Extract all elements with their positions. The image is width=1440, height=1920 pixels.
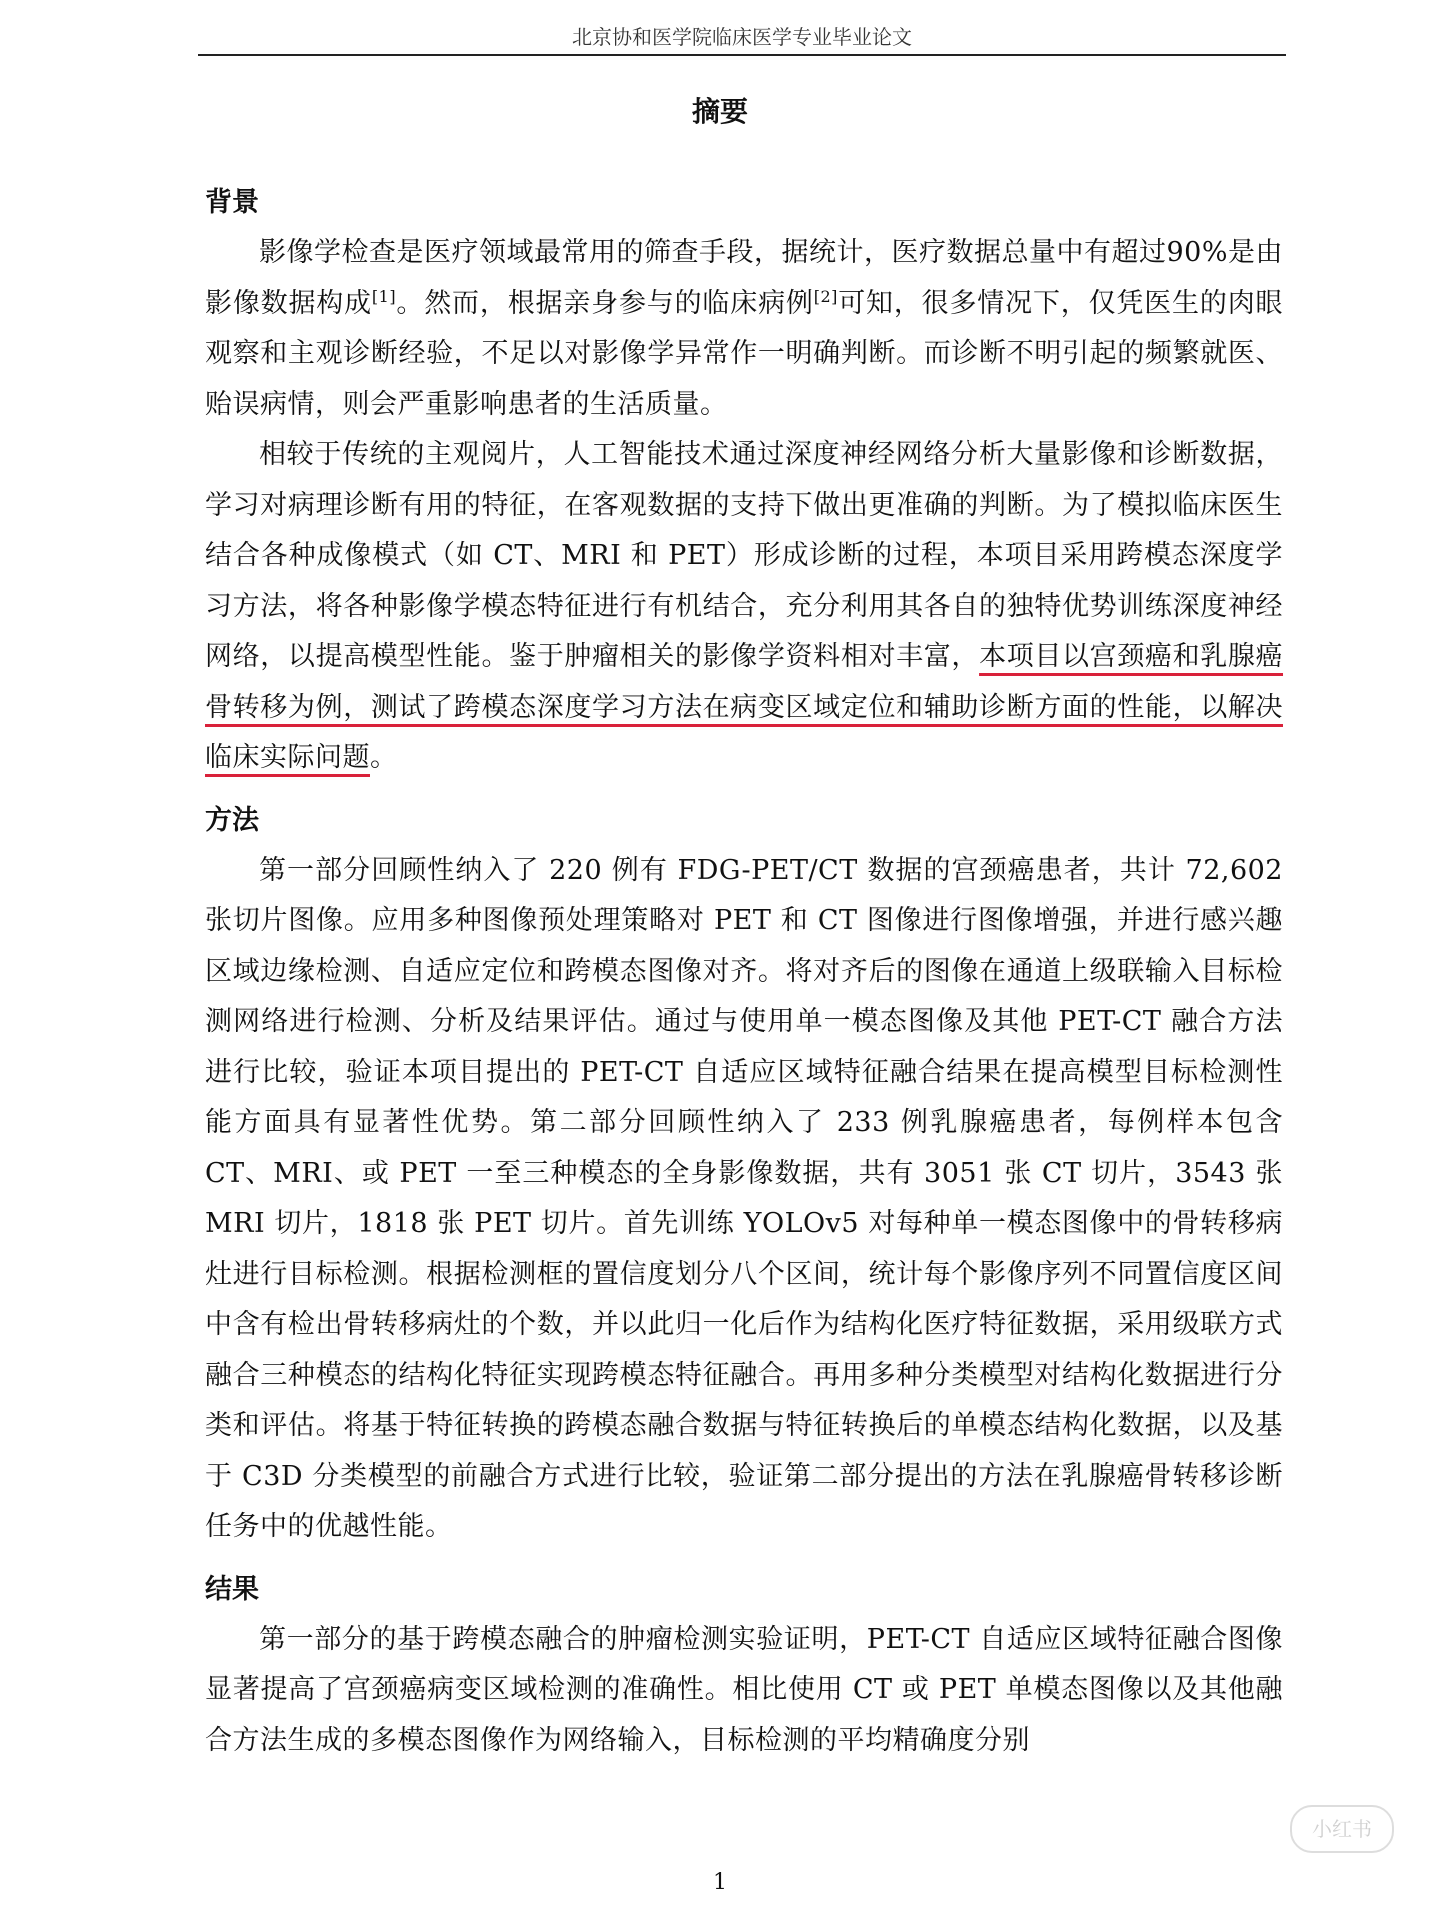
results-heading: 结果 bbox=[205, 1573, 259, 1605]
xiaohongshu-watermark: 小红书 bbox=[1290, 1805, 1394, 1853]
page-number: 1 bbox=[713, 1870, 727, 1895]
red-underlined-sentence: 本项目以宫颈癌和乳腺癌骨转移为例，测试了跨模态深度学习方法在病变区域定位和辅助诊断方面的性能，以解决临床实际问题 bbox=[205, 641, 1284, 773]
citation-2[interactable]: [2] bbox=[813, 286, 838, 306]
running-header bbox=[198, 0, 1286, 56]
running-title: 北京协和医学院临床医学专业毕业论文 bbox=[572, 25, 912, 49]
background-paragraph-1 bbox=[205, 228, 1283, 430]
background-heading: 背景 bbox=[205, 187, 259, 218]
text-run: 。 bbox=[370, 742, 398, 773]
citation-1[interactable]: [1] bbox=[371, 286, 397, 306]
text-run: 。然而，根据亲身参与的临床病例 bbox=[396, 287, 814, 319]
text-run: 相较于传统的主观阅片，人工智能技术通过深度神经网络分析大量影像和诊断数据，学习对病理诊断有用的特征，在客观数据的支持下做出更准确的判断。为了模拟临床医生结合各种成像模式（如 CT、MRI 和 PET）形成诊断的过程，本项目采用跨模态深度学习方法，将各种影像学模态特征进行有机结合，充分利用其各自的独特优势训练深度神经网络，以提高模型性能。鉴于肿瘤相关的影像学资料相对丰富， bbox=[205, 439, 1283, 672]
abstract-body bbox=[205, 178, 1283, 1766]
methods-paragraph-1: 第一部分回顾性纳入了 220 例有 FDG-PET/CT 数据的宫颈癌患者，共计 72,602 张切片图像。应用多种图像预处理策略对 PET 和 CT 图像进行图像增强，并进行感兴趣区域边缘检测、自适应定位和跨模态图像对齐。将对齐后的图像在通道上级联输入目标检测网络进行检测、分析及结果评估。通过与使用单一模态图像及其他 PET-CT 融合方法进行比较，验证本项目提出的 PET-CT 自适应区域特征融合结果在提高模型目标检测性能方面具有显著性优势。第二部分回顾性纳入了 233 例乳腺癌患者，每例样本包含 CT、MRI、或 PET 一至三种模态的全身影像数据，共有 3051 张 CT 切片，3543 张 MRI 切片，1818 张 PET 切片。首先训练 YOLOv5 对每种单一模态图像中的骨转移病灶进行目标检测。根据检测框的置信度划分八个区间，统计每个影像序列不同置信度区间中含有检出骨转移病灶的个数，并以此归一化后作为结构化医疗特征数据，采用级联方式融合三种模态的结构化特征实现跨模态特征融合。再用多种分类模型对结构化数据进行分类和评估。将基于特征转换的跨模态融合数据与特征转换后的单模态结构化数据，以及基于 C3D 分类模型的前融合方式进行比较，验证第二部分提出的方法在乳腺癌骨转移诊断任务中的优越性能。 bbox=[205, 854, 1283, 1542]
results-paragraph-1: 第一部分的基于跨模态融合的肿瘤检测实验证明，PET-CT 自适应区域特征融合图像显著提高了宫颈癌病变区域检测的准确性。相比使用 CT 或 PET 单模态图像以及其他融合方法生成的多模态图像作为网络输入，目标检测的平均精确度分别 bbox=[205, 1623, 1283, 1756]
abstract-title: 摘要 bbox=[691, 95, 748, 128]
methods-heading: 方法 bbox=[205, 804, 259, 836]
text-run: 影像学检查是医疗领域最常用的筛查手段，据统计，医疗数据总量中有超过90%是由影像数据构成 bbox=[205, 237, 1284, 319]
text-run: 可知，很多情况下，仅凭医生的肉眼观察和主观诊断经验，不足以对影像学异常作一明确判断。而诊断不明引起的频繁就医、贻误病情，则会严重影响患者的生活质量。 bbox=[205, 287, 1284, 420]
background-paragraph-2 bbox=[205, 430, 1283, 784]
